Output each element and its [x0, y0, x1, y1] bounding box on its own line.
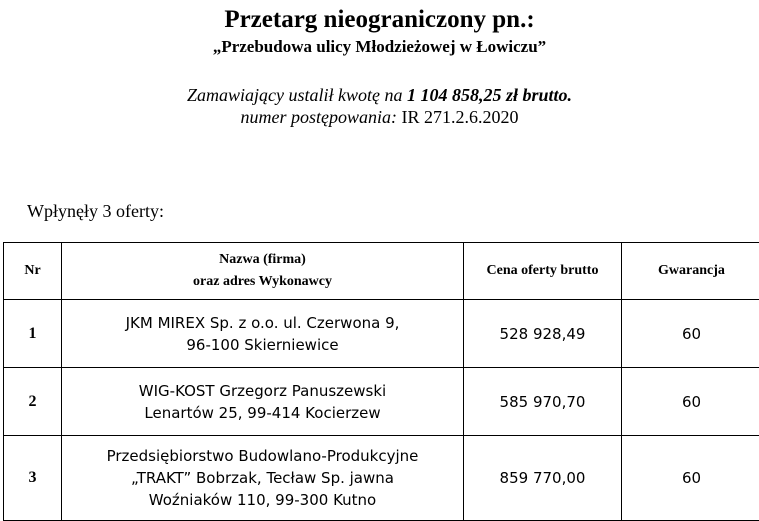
- offers-table: [3, 242, 759, 521]
- table-header-row: [4, 243, 759, 300]
- row-nr: 1: [4, 300, 62, 368]
- table-row: [4, 368, 759, 436]
- budget-amount-prefix: Zamawiający ustalił kwotę na: [187, 85, 407, 105]
- table-row: [4, 436, 759, 521]
- header-name-line2: oraz adres Wykonawcy: [66, 271, 459, 293]
- contractor-line: JKM MIREX Sp. z o.o. ul. Czerwona 9,: [66, 312, 459, 334]
- procedure-number-label: numer postępowania:: [241, 107, 398, 127]
- contractor-line: Przedsiębiorstwo Budowlano-Produkcyjne: [66, 445, 459, 467]
- contractor-line: Woźniaków 110, 99-300 Kutno: [66, 489, 459, 511]
- document-title: Przetarg nieograniczony pn.:: [0, 4, 759, 36]
- row-warranty: 60: [622, 436, 759, 521]
- row-contractor: [62, 436, 464, 521]
- contractor-line: Lenartów 25, 99-414 Kocierzew: [66, 402, 459, 424]
- header-name-line1: Nazwa (firma): [66, 249, 459, 271]
- row-warranty: 60: [622, 368, 759, 436]
- header-warranty: Gwarancja: [622, 243, 759, 300]
- header-nr: Nr: [4, 243, 62, 300]
- row-nr: 2: [4, 368, 62, 436]
- row-price: 528 928,49: [464, 300, 622, 368]
- row-price: 585 970,70: [464, 368, 622, 436]
- header-name: [62, 243, 464, 300]
- table-row: [4, 300, 759, 368]
- row-nr: 3: [4, 436, 62, 521]
- row-price: 859 770,00: [464, 436, 622, 521]
- budget-amount-value: 1 104 858,25 zł brutto.: [407, 85, 572, 105]
- project-name: „Przebudowa ulicy Młodzieżowej w Łowiczu”: [0, 36, 759, 58]
- row-contractor: [62, 368, 464, 436]
- offers-count: Wpłynęły 3 oferty:: [27, 200, 164, 222]
- contractor-line: WIG-KOST Grzegorz Panuszewski: [66, 380, 459, 402]
- procedure-number-value: IR 271.2.6.2020: [397, 107, 519, 127]
- contractor-line: 96-100 Skierniewice: [66, 334, 459, 356]
- row-warranty: 60: [622, 300, 759, 368]
- contractor-line: „TRAKT” Bobrzak, Tecław Sp. jawna: [66, 467, 459, 489]
- row-contractor: [62, 300, 464, 368]
- budget-amount-line: [0, 84, 759, 106]
- header-price: Cena oferty brutto: [464, 243, 622, 300]
- procedure-number-line: [0, 106, 759, 128]
